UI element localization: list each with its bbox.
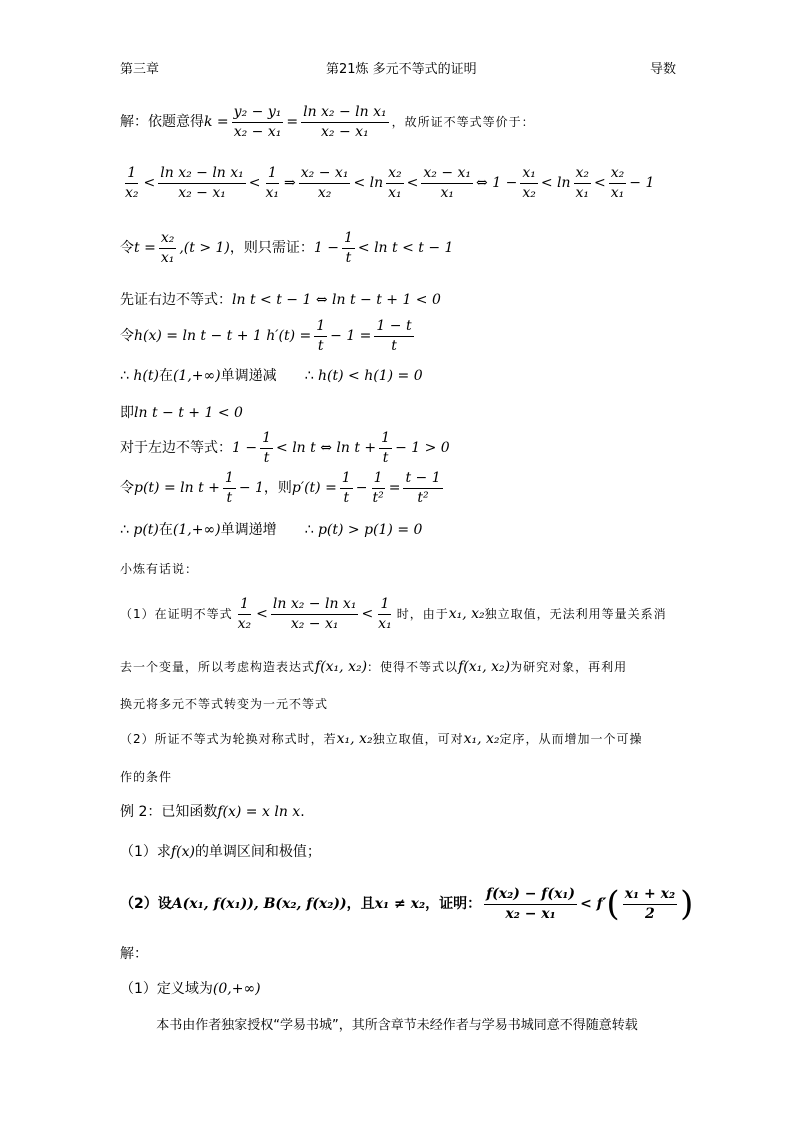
text: 换元将多元不等式转变为一元不等式 <box>120 697 329 711</box>
fraction <box>370 470 385 507</box>
math: A(x₁, f(x₁)), B(x₂, f(x₂)) <box>171 896 347 912</box>
text: 小炼有话说： <box>120 562 199 576</box>
numerator: 1 <box>340 470 353 489</box>
denominator: t <box>382 449 389 466</box>
header-topic: 导数 <box>650 62 677 77</box>
fraction <box>271 596 359 633</box>
denominator: x₂ <box>317 184 332 201</box>
remark-2-line <box>120 731 643 748</box>
numerator: 1 <box>342 230 355 249</box>
denominator: x₂ − x₁ <box>321 123 369 140</box>
text: ∴ <box>120 368 129 384</box>
math: 1 − <box>232 439 258 456</box>
math: ln t − t + 1 < 0 <box>134 405 243 421</box>
math: − <box>355 479 368 496</box>
math: < ln t < t − 1 <box>357 239 454 256</box>
math: (1,+∞) <box>172 368 221 384</box>
denominator: t <box>226 489 233 506</box>
math: f(x₁, x₂) <box>315 659 368 675</box>
fraction <box>223 470 236 507</box>
text: ∴ <box>304 368 314 384</box>
text: 单调递增 <box>220 522 277 538</box>
math: = <box>286 113 299 130</box>
text: 解：依题意得 <box>120 113 204 130</box>
fraction <box>232 104 284 141</box>
fraction <box>374 318 413 355</box>
math: h(x) = ln t − t + 1 h′(t) = <box>134 327 312 344</box>
text: 作的条件 <box>120 770 173 784</box>
denominator: x₁ <box>610 184 625 201</box>
math: < <box>361 605 374 622</box>
text: ：使得不等式以 <box>367 660 459 675</box>
text: 在 <box>158 368 173 384</box>
math: < ln <box>540 174 571 191</box>
text: （1）求 <box>120 844 171 860</box>
math: f(x) <box>170 844 195 860</box>
fraction <box>376 596 394 633</box>
numerator: 1 − t <box>374 318 413 337</box>
math: t = <box>134 239 156 256</box>
denominator: x₁ <box>440 184 454 201</box>
text: 即 <box>120 405 134 421</box>
denominator: x₂ − x₁ <box>178 184 226 201</box>
math: < ln <box>353 174 384 191</box>
numerator: t − 1 <box>403 470 442 489</box>
header-chapter: 第三章 <box>120 62 160 77</box>
left-inequality-line <box>120 430 450 467</box>
fraction <box>159 230 177 267</box>
text: 解： <box>120 946 148 962</box>
text: 独立取值，可对 <box>372 732 464 747</box>
numerator: x₂ <box>574 165 592 184</box>
math: − 1 > 0 <box>395 439 450 456</box>
fraction <box>340 470 353 507</box>
example-2-part-2 <box>120 884 693 925</box>
math: x₁, x₂ <box>448 605 485 622</box>
p-monotonic-line <box>120 522 422 539</box>
remark-1-line-3 <box>120 697 328 711</box>
denominator: t <box>391 337 397 354</box>
text: 时，由于 <box>396 607 449 622</box>
remark-heading <box>120 562 198 576</box>
numerator: x₁ + x₂ <box>623 886 677 905</box>
numerator: ln x₂ − ln x₁ <box>271 596 359 615</box>
fraction <box>379 430 392 467</box>
numerator: 1 <box>238 596 251 615</box>
denominator: x₂ <box>125 184 139 201</box>
math: − 1 = <box>330 327 372 344</box>
numerator: y₂ − y₁ <box>232 104 284 123</box>
math: (1,+∞) <box>172 522 221 538</box>
numerator: x₂ − x₁ <box>421 165 473 184</box>
math: − 1 <box>629 174 655 191</box>
math: f(x₁, x₂) <box>458 659 511 675</box>
math: ⇔ 1 − <box>476 174 518 191</box>
right-inequality-line <box>120 292 441 309</box>
numerator: 1 <box>314 318 327 337</box>
math: (0,+∞) <box>212 981 261 997</box>
denominator: 2 <box>645 905 655 922</box>
p-function-line <box>120 470 446 507</box>
denominator: t <box>343 489 350 506</box>
fraction <box>236 596 254 633</box>
math: < <box>406 174 419 191</box>
text: . <box>300 804 305 820</box>
fraction <box>264 165 282 202</box>
conclusion-line <box>120 405 243 422</box>
math: − 1 <box>238 479 264 496</box>
numerator: 1 <box>125 165 138 184</box>
denominator: t <box>263 449 270 466</box>
example-2-statement <box>120 804 305 821</box>
math: ,(t > 1) <box>179 239 230 256</box>
denominator: x₂ <box>522 184 536 201</box>
text: 令 <box>120 239 134 256</box>
text: 先证右边不等式： <box>120 292 232 308</box>
text: ，则只需证： <box>229 239 314 256</box>
numerator: 1 <box>266 165 279 184</box>
numerator: 1 <box>260 430 273 449</box>
denominator: x₂ <box>237 615 252 632</box>
text: 对于左边不等式： <box>120 439 232 456</box>
math: p′(t) = <box>291 479 337 496</box>
math: x₁, x₂ <box>463 731 500 747</box>
h-function-line <box>120 318 417 355</box>
math: h(t) <box>133 368 159 384</box>
fraction <box>299 165 351 202</box>
text: 例 2：已知函数 <box>120 804 218 820</box>
denominator: x₁ <box>378 615 392 632</box>
text: 在 <box>158 522 173 538</box>
numerator: 1 <box>372 470 385 489</box>
denominator: t <box>317 337 324 354</box>
denominator: x₂ − x₁ <box>233 123 282 140</box>
numerator: x₂ <box>386 165 404 184</box>
text: 令 <box>120 479 134 496</box>
text: ，则 <box>263 479 292 496</box>
math: p(t) <box>133 522 159 538</box>
fraction <box>123 165 141 202</box>
denominator: x₁ <box>575 184 590 201</box>
equivalent-inequality-chain <box>120 165 654 202</box>
math: ln t < t − 1 ⇔ ln t − t + 1 < 0 <box>232 292 441 308</box>
math: h(t) < h(1) = 0 <box>318 368 423 384</box>
math: = <box>388 479 401 496</box>
fraction <box>609 165 627 202</box>
math: p(t) = ln t + <box>134 479 220 496</box>
text: ∴ <box>120 522 129 538</box>
text: 单调递减 <box>220 368 277 384</box>
numerator: x₂ − x₁ <box>299 165 351 184</box>
math: 1 − <box>313 239 339 256</box>
denominator: t <box>345 249 352 266</box>
text: （1）在证明不等式 <box>120 607 233 622</box>
math: < ln t ⇔ ln t + <box>276 439 377 456</box>
denominator: x₂ − x₁ <box>290 615 339 632</box>
fraction <box>403 470 442 507</box>
text: （2）所证不等式为轮换对称式时，若 <box>120 732 337 747</box>
denominator: x₂ − x₁ <box>505 905 556 922</box>
numerator: 1 <box>378 596 391 615</box>
fraction <box>158 165 246 202</box>
math: < <box>594 174 606 191</box>
numerator: x₁ <box>520 165 538 184</box>
text: 为研究对象，再利用 <box>510 660 628 675</box>
numerator: x₂ <box>609 165 627 184</box>
substitution-line <box>120 230 453 267</box>
solution-line-slope <box>120 104 535 141</box>
domain-line <box>120 981 261 998</box>
fraction <box>342 230 355 267</box>
math: < <box>248 174 261 191</box>
text: ，且 <box>346 896 375 912</box>
denominator: x₁ <box>160 249 175 266</box>
numerator: 1 <box>223 470 236 489</box>
copyright-footer: 本书由作者独家授权“学易书城”，其所含章节未经作者与学易书城同意不得随意转载 <box>156 1018 638 1033</box>
fraction <box>574 165 592 202</box>
remark-2-line-2 <box>120 770 172 784</box>
text: 定序，从而增加一个可操 <box>499 732 643 747</box>
text: 去一个变量，所以考虑构造表达式 <box>120 660 316 675</box>
fraction <box>314 318 327 355</box>
numerator: f(x₂) − f(x₁) <box>484 886 577 905</box>
denominator: x₁ <box>388 184 402 201</box>
math: k = <box>204 113 229 130</box>
right-paren: ) <box>680 884 694 924</box>
text: 的单调区间和极值； <box>194 844 321 860</box>
denominator: t² <box>417 489 429 506</box>
math: x₁ ≠ x₂ <box>374 896 426 912</box>
fraction <box>386 165 404 202</box>
h-monotonic-line <box>120 368 423 385</box>
fraction <box>484 886 577 923</box>
numerator: ln x₂ − ln x₁ <box>301 104 389 123</box>
text: ，故所证不等式等价于： <box>391 115 535 130</box>
denominator: x₁ <box>265 184 280 201</box>
text: （2）设 <box>120 896 172 912</box>
fraction <box>301 104 389 141</box>
remark-1-line <box>120 596 667 633</box>
fraction <box>623 886 677 923</box>
text: 独立取值，无法利用等量关系消 <box>484 607 667 622</box>
numerator: ln x₂ − ln x₁ <box>158 165 246 184</box>
fraction <box>520 165 538 202</box>
text: ，证明： <box>425 896 482 912</box>
math: < <box>256 605 268 622</box>
numerator: 1 <box>379 430 392 449</box>
numerator: x₂ <box>159 230 177 249</box>
remark-1-line-2 <box>120 659 627 676</box>
left-paren: ( <box>606 884 620 924</box>
denominator: t² <box>372 489 384 506</box>
math: < <box>143 174 156 191</box>
solution-label <box>120 946 148 963</box>
math: < f′ <box>580 896 607 912</box>
fraction <box>260 430 273 467</box>
math: ⇒ <box>284 174 296 191</box>
header-lesson-title: 第21炼 多元不等式的证明 <box>326 62 477 77</box>
math: x₁, x₂ <box>336 731 373 747</box>
text: （1）定义域为 <box>120 981 213 997</box>
math: f(x) = x ln x <box>217 804 301 820</box>
fraction <box>421 165 473 202</box>
math: p(t) > p(1) = 0 <box>317 522 423 538</box>
example-2-part-1 <box>120 844 321 861</box>
text: ∴ <box>304 522 314 538</box>
text: 令 <box>120 327 134 344</box>
